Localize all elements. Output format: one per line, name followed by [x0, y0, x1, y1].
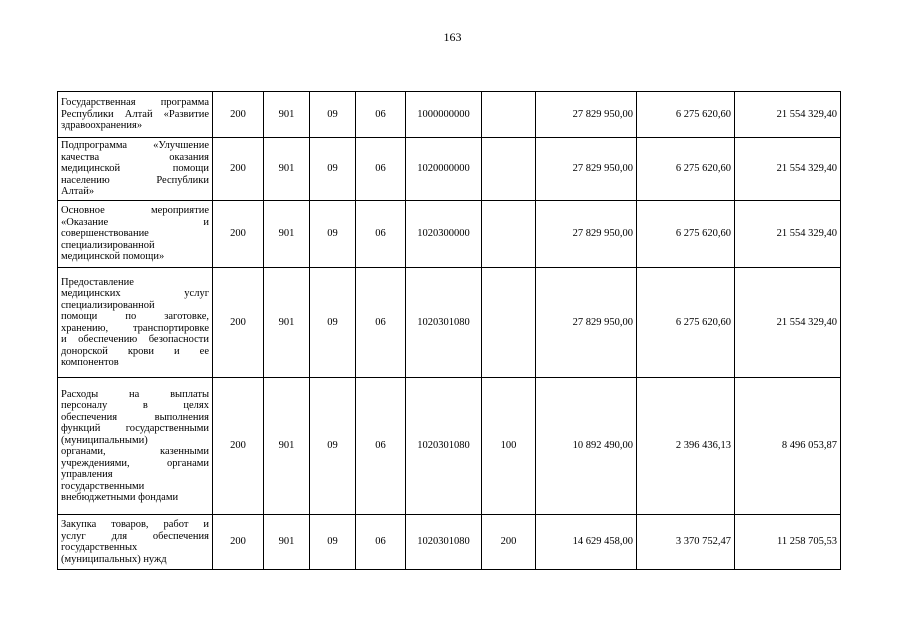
cell-sum2: 6 275 620,60	[637, 268, 735, 378]
cell-sum3: 21 554 329,40	[735, 138, 841, 201]
name-line: услуг для обеспечения	[61, 530, 209, 542]
name-line: Основное мероприятие	[61, 205, 209, 217]
name-line: хранению, транспортировке	[61, 322, 209, 334]
cell-code3: 09	[310, 138, 356, 201]
cell-sum2: 6 275 620,60	[637, 138, 735, 201]
name-line: медицинских услуг	[61, 288, 209, 299]
cell-sum1: 27 829 950,00	[536, 92, 637, 138]
cell-code2: 901	[264, 201, 310, 268]
cell-code4: 06	[356, 138, 406, 201]
name-line: «Оказание и	[61, 216, 209, 228]
name-line: медицинской помощи»	[61, 251, 165, 263]
cell-target: 1020300000	[406, 201, 482, 268]
name-line: персоналу в целях	[61, 400, 209, 411]
name-line: и обеспечению безопасности	[61, 334, 209, 345]
cell-sum3: 11 258 705,53	[735, 515, 841, 570]
name-line: помощи по заготовке,	[61, 311, 209, 322]
cell-code3: 09	[310, 515, 356, 570]
name-line: функций государственными	[61, 423, 209, 434]
cell-sum1: 27 829 950,00	[536, 138, 637, 201]
cell-kind: 100	[482, 378, 536, 515]
cell-code3: 09	[310, 201, 356, 268]
cell-code3: 09	[310, 268, 356, 378]
name-line: качества оказания	[61, 151, 209, 163]
table-row	[58, 515, 841, 570]
budget-table	[57, 91, 841, 570]
cell-code4: 06	[356, 201, 406, 268]
name-line: Республики Алтай «Развитие	[61, 108, 209, 120]
cell-kind: 200	[482, 515, 536, 570]
cell-target: 1020301080	[406, 268, 482, 378]
cell-code1: 200	[213, 378, 264, 515]
table-row	[58, 138, 841, 201]
cell-target: 1020301080	[406, 515, 482, 570]
cell-sum1: 27 829 950,00	[536, 201, 637, 268]
cell-code4: 06	[356, 92, 406, 138]
cell-sum1: 14 629 458,00	[536, 515, 637, 570]
cell-sum3: 21 554 329,40	[735, 92, 841, 138]
name-line: учреждениями, органами	[61, 457, 209, 469]
cell-code1: 200	[213, 92, 264, 138]
row-name	[58, 92, 213, 138]
cell-sum3: 21 554 329,40	[735, 268, 841, 378]
table-row	[58, 201, 841, 268]
name-line: (муниципальных) нужд	[61, 553, 167, 565]
cell-kind	[482, 201, 536, 268]
name-line: Предоставление	[61, 276, 134, 288]
cell-sum2: 6 275 620,60	[637, 92, 735, 138]
cell-code4: 06	[356, 268, 406, 378]
name-line: обеспечения выполнения	[61, 411, 209, 423]
cell-code1: 200	[213, 268, 264, 378]
name-line: Алтай»	[61, 186, 95, 198]
cell-code1: 200	[213, 138, 264, 201]
cell-code2: 901	[264, 138, 310, 201]
cell-sum2: 2 396 436,13	[637, 378, 735, 515]
name-line: Подпрограмма «Улучшение	[61, 140, 209, 152]
cell-kind	[482, 92, 536, 138]
cell-code3: 09	[310, 378, 356, 515]
name-line: органами, казенными	[61, 446, 209, 457]
row-name	[58, 515, 213, 570]
cell-sum3: 21 554 329,40	[735, 201, 841, 268]
name-line: специализированной	[61, 299, 155, 311]
name-line: управления	[61, 469, 113, 480]
cell-code2: 901	[264, 515, 310, 570]
name-line: Расходы на выплаты	[61, 388, 209, 400]
cell-code1: 200	[213, 201, 264, 268]
name-line: донорской крови и ее	[61, 345, 209, 357]
name-line: внебюджетными фондами	[61, 492, 179, 503]
name-line: Закупка товаров, работ и	[61, 519, 209, 530]
cell-code2: 901	[264, 268, 310, 378]
row-name	[58, 201, 213, 268]
table-row	[58, 92, 841, 138]
name-line: государственных	[61, 542, 138, 553]
cell-code4: 06	[356, 378, 406, 515]
page-number: 163	[443, 30, 462, 44]
cell-code4: 06	[356, 515, 406, 570]
name-line: населению Республики	[61, 174, 209, 186]
cell-code3: 09	[310, 92, 356, 138]
table-row	[58, 268, 841, 378]
cell-sum3: 8 496 053,87	[735, 378, 841, 515]
cell-target: 1020000000	[406, 138, 482, 201]
cell-sum2: 3 370 752,47	[637, 515, 735, 570]
row-name	[58, 138, 213, 201]
name-line: государственными	[61, 480, 145, 492]
name-line: специализированной	[61, 239, 155, 251]
row-name	[58, 378, 213, 515]
table-row	[58, 378, 841, 515]
cell-sum2: 6 275 620,60	[637, 201, 735, 268]
cell-target: 1020301080	[406, 378, 482, 515]
name-line: Государственная программа	[61, 97, 209, 109]
cell-kind	[482, 268, 536, 378]
cell-kind	[482, 138, 536, 201]
name-line: совершенствование	[61, 228, 149, 240]
name-line: здравоохранения»	[61, 120, 143, 132]
cell-sum1: 27 829 950,00	[536, 268, 637, 378]
row-name	[58, 268, 213, 378]
cell-code1: 200	[213, 515, 264, 570]
cell-target: 1000000000	[406, 92, 482, 138]
cell-code2: 901	[264, 92, 310, 138]
name-line: (муниципальными)	[61, 434, 148, 446]
cell-sum1: 10 892 490,00	[536, 378, 637, 515]
name-line: компонентов	[61, 357, 119, 368]
cell-code2: 901	[264, 378, 310, 515]
name-line: медицинской помощи	[61, 163, 209, 175]
